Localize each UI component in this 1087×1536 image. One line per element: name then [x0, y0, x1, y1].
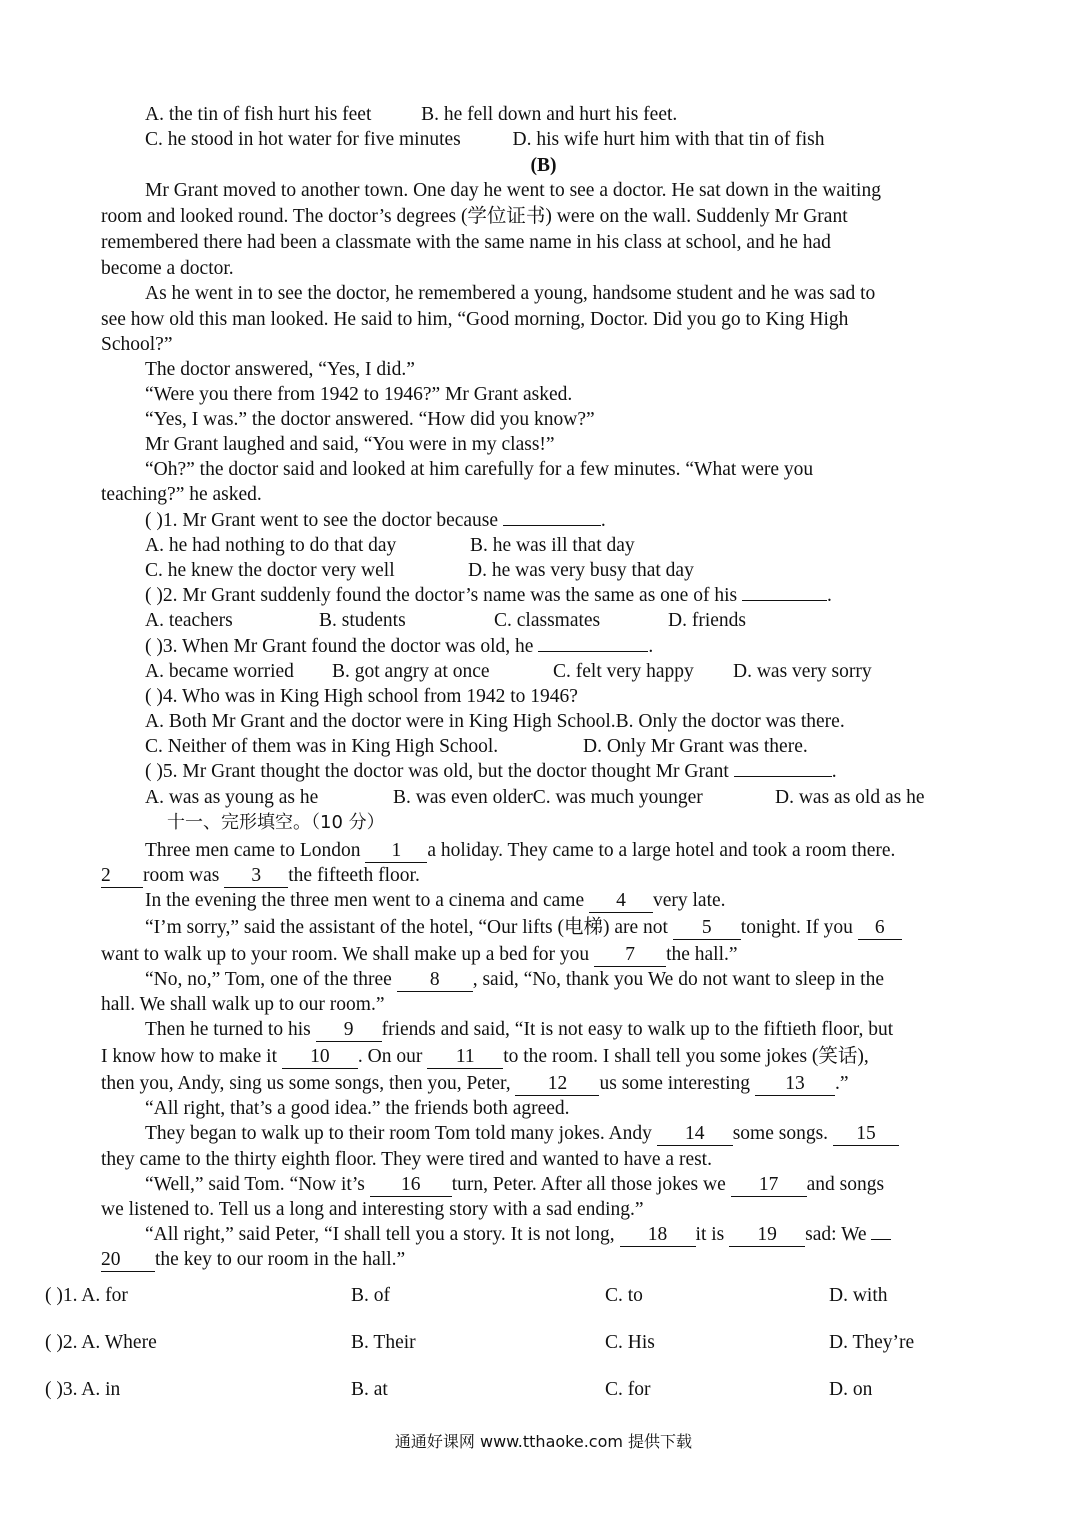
cloze-line: In the evening the three men went to a cinema and came 4 very late.	[145, 890, 726, 911]
option-d: D. on	[829, 1379, 873, 1400]
option-c: C. he stood in hot water for five minutes	[145, 129, 461, 150]
cloze-line: “All right, that’s a good idea.” the friends both agreed.	[145, 1098, 570, 1119]
option-d: D. They’re	[829, 1332, 915, 1353]
answer-blank	[538, 651, 648, 652]
cloze-blank-20: 20	[101, 1249, 155, 1272]
question-2: ( )2. Mr Grant suddenly found the doctor’s name was the same as one of his .	[145, 585, 832, 606]
question-3-options: A. became worried B. got angry at once C. felt very happy D. was very sorry	[145, 661, 872, 682]
page-footer: 通通好课网 www.tthaoke.com 提供下载	[394, 1432, 693, 1451]
answer-blank	[734, 776, 832, 777]
cloze-line: hall. We shall walk up to our room.”	[101, 994, 385, 1015]
option-b: B. he fell down and hurt his feet.	[421, 104, 678, 125]
section-11-heading: 十一、完形填空。（10 分）	[167, 812, 385, 833]
cloze-blank-20-start	[871, 1239, 891, 1240]
prev-question-options-row1	[145, 102, 677, 127]
option-a: ( )1. A. for	[45, 1285, 128, 1306]
option-d: D. with	[829, 1285, 888, 1306]
passage-line: become a doctor.	[101, 258, 234, 279]
option-a: ( )2. A. Where	[45, 1332, 157, 1353]
passage-line: Mr Grant moved to another town. One day he went to see a doctor. He sat down in the waiting	[145, 180, 881, 201]
passage-b-heading: (B)	[530, 155, 557, 176]
cloze-blank-15: 15	[833, 1123, 899, 1146]
answer-blank	[742, 600, 827, 601]
cloze-line: Three men came to London 1 a holiday. They came to a large hotel and took a room there.	[145, 840, 896, 861]
passage-line: “Were you there from 1942 to 1946?” Mr Grant asked.	[145, 384, 573, 405]
passage-line: remembered there had been a classmate with the same name in his class at school, and he had	[101, 232, 831, 253]
cloze-blank-14: 14	[657, 1123, 733, 1146]
passage-line: see how old this man looked. He said to him, “Good morning, Doctor. Did you go to King High	[101, 309, 849, 330]
cloze-line: “All right,” said Peter, “I shall tell you a story. It is not long, 18 it is 19 sad: We	[145, 1222, 891, 1247]
cloze-line: “No, no,” Tom, one of the three 8 , said, “No, thank you We do not want to sleep in the	[145, 969, 884, 990]
passage-line: “Yes, I was.” the doctor answered. “How did you know?”	[145, 409, 595, 430]
question-1-options-row1: A. he had nothing to do that day B. he was ill that day	[145, 535, 635, 556]
question-1-options-row2: C. he knew the doctor very well D. he was very busy that day	[145, 560, 694, 581]
cloze-line: They began to walk up to their room Tom told many jokes. Andy 14 some songs. 15	[145, 1121, 899, 1146]
question-4-options-row1: A. Both Mr Grant and the doctor were in King High School.B. Only the doctor was there.	[145, 711, 845, 732]
cloze-blank-8: 8	[397, 969, 473, 992]
cloze-blank-18: 18	[620, 1224, 696, 1247]
question-4-options-row2: C. Neither of them was in King High School. D. Only Mr Grant was there.	[145, 736, 808, 757]
question-3: ( )3. When Mr Grant found the doctor was old, he .	[145, 636, 654, 657]
cloze-blank-12: 12	[515, 1073, 599, 1096]
cloze-line: then you, Andy, sing us some songs, then you, Peter, 12 us some interesting 13 .”	[101, 1073, 849, 1094]
cloze-blank-9: 9	[316, 1019, 382, 1042]
option-b: B. of	[351, 1285, 390, 1306]
passage-line: Mr Grant laughed and said, “You were in my class!”	[145, 434, 555, 455]
cloze-line: I know how to make it 10 . On our 11 to the room. I shall tell you some jokes (笑话),	[101, 1046, 869, 1067]
option-c: C. His	[605, 1332, 655, 1353]
passage-line: As he went in to see the doctor, he remembered a young, handsome student and he was sad to	[145, 283, 876, 304]
cloze-blank-17: 17	[731, 1174, 807, 1197]
cloze-blank-19: 19	[729, 1224, 805, 1247]
cloze-blank-13: 13	[755, 1073, 835, 1096]
cloze-line: “I’m sorry,” said the assistant of the hotel, “Our lifts (电梯) are not 5 tonight. If you 6	[145, 915, 902, 940]
cloze-line: 20 the key to our room in the hall.”	[101, 1249, 406, 1270]
cloze-line: want to walk up to your room. We shall make up a bed for you 7 the hall.”	[101, 944, 738, 965]
cloze-blank-2: 2	[101, 865, 143, 888]
cloze-blank-4: 4	[589, 890, 653, 913]
passage-line: room and looked round. The doctor’s degrees (学位证书) were on the wall. Suddenly Mr Grant	[101, 206, 848, 227]
cloze-line: Then he turned to his 9 friends and said, “It is not easy to walk up to the fiftieth floor, but	[145, 1019, 894, 1040]
option-a: ( )3. A. in	[45, 1379, 121, 1400]
cloze-blank-11: 11	[427, 1046, 503, 1069]
question-5: ( )5. Mr Grant thought the doctor was old, but the doctor thought Mr Grant .	[145, 761, 837, 782]
question-1: ( )1. Mr Grant went to see the doctor because .	[145, 510, 606, 531]
cloze-blank-3: 3	[224, 865, 288, 888]
passage-line: “Oh?” the doctor said and looked at him carefully for a few minutes. “What were you	[145, 459, 814, 480]
option-c: C. to	[605, 1285, 643, 1306]
question-4: ( )4. Who was in King High school from 1942 to 1946?	[145, 686, 578, 707]
passage-line: The doctor answered, “Yes, I did.”	[145, 359, 415, 380]
answer-blank	[503, 525, 601, 526]
question-5-options: A. was as young as he B. was even olderC. was much younger D. was as old as he	[145, 787, 925, 808]
cloze-blank-7: 7	[594, 944, 666, 967]
option-a: A. the tin of fish hurt his feet	[145, 104, 372, 125]
question-2-options: A. teachers B. students C. classmates D. friends	[145, 610, 746, 631]
cloze-blank-10: 10	[282, 1046, 358, 1069]
prev-question-options-row2	[145, 127, 824, 152]
cloze-line: “Well,” said Tom. “Now it’s 16 turn, Peter. After all those jokes we 17 and songs	[145, 1174, 885, 1195]
cloze-blank-1: 1	[365, 840, 427, 863]
cloze-line: they came to the thirty eighth floor. They were tired and wanted to have a rest.	[101, 1149, 712, 1170]
option-d: D. his wife hurt him with that tin of fish	[512, 129, 825, 150]
option-b: B. at	[351, 1379, 388, 1400]
passage-line: School?”	[101, 334, 173, 355]
cloze-blank-5: 5	[673, 917, 741, 940]
cloze-blank-16: 16	[370, 1174, 452, 1197]
passage-line: teaching?” he asked.	[101, 484, 262, 505]
cloze-line: we listened to. Tell us a long and interesting story with a sad ending.”	[101, 1199, 644, 1220]
option-b: B. Their	[351, 1332, 416, 1353]
option-c: C. for	[605, 1379, 651, 1400]
cloze-blank-6: 6	[858, 917, 902, 940]
cloze-line: 2 room was 3 the fifteeth floor.	[101, 865, 420, 886]
